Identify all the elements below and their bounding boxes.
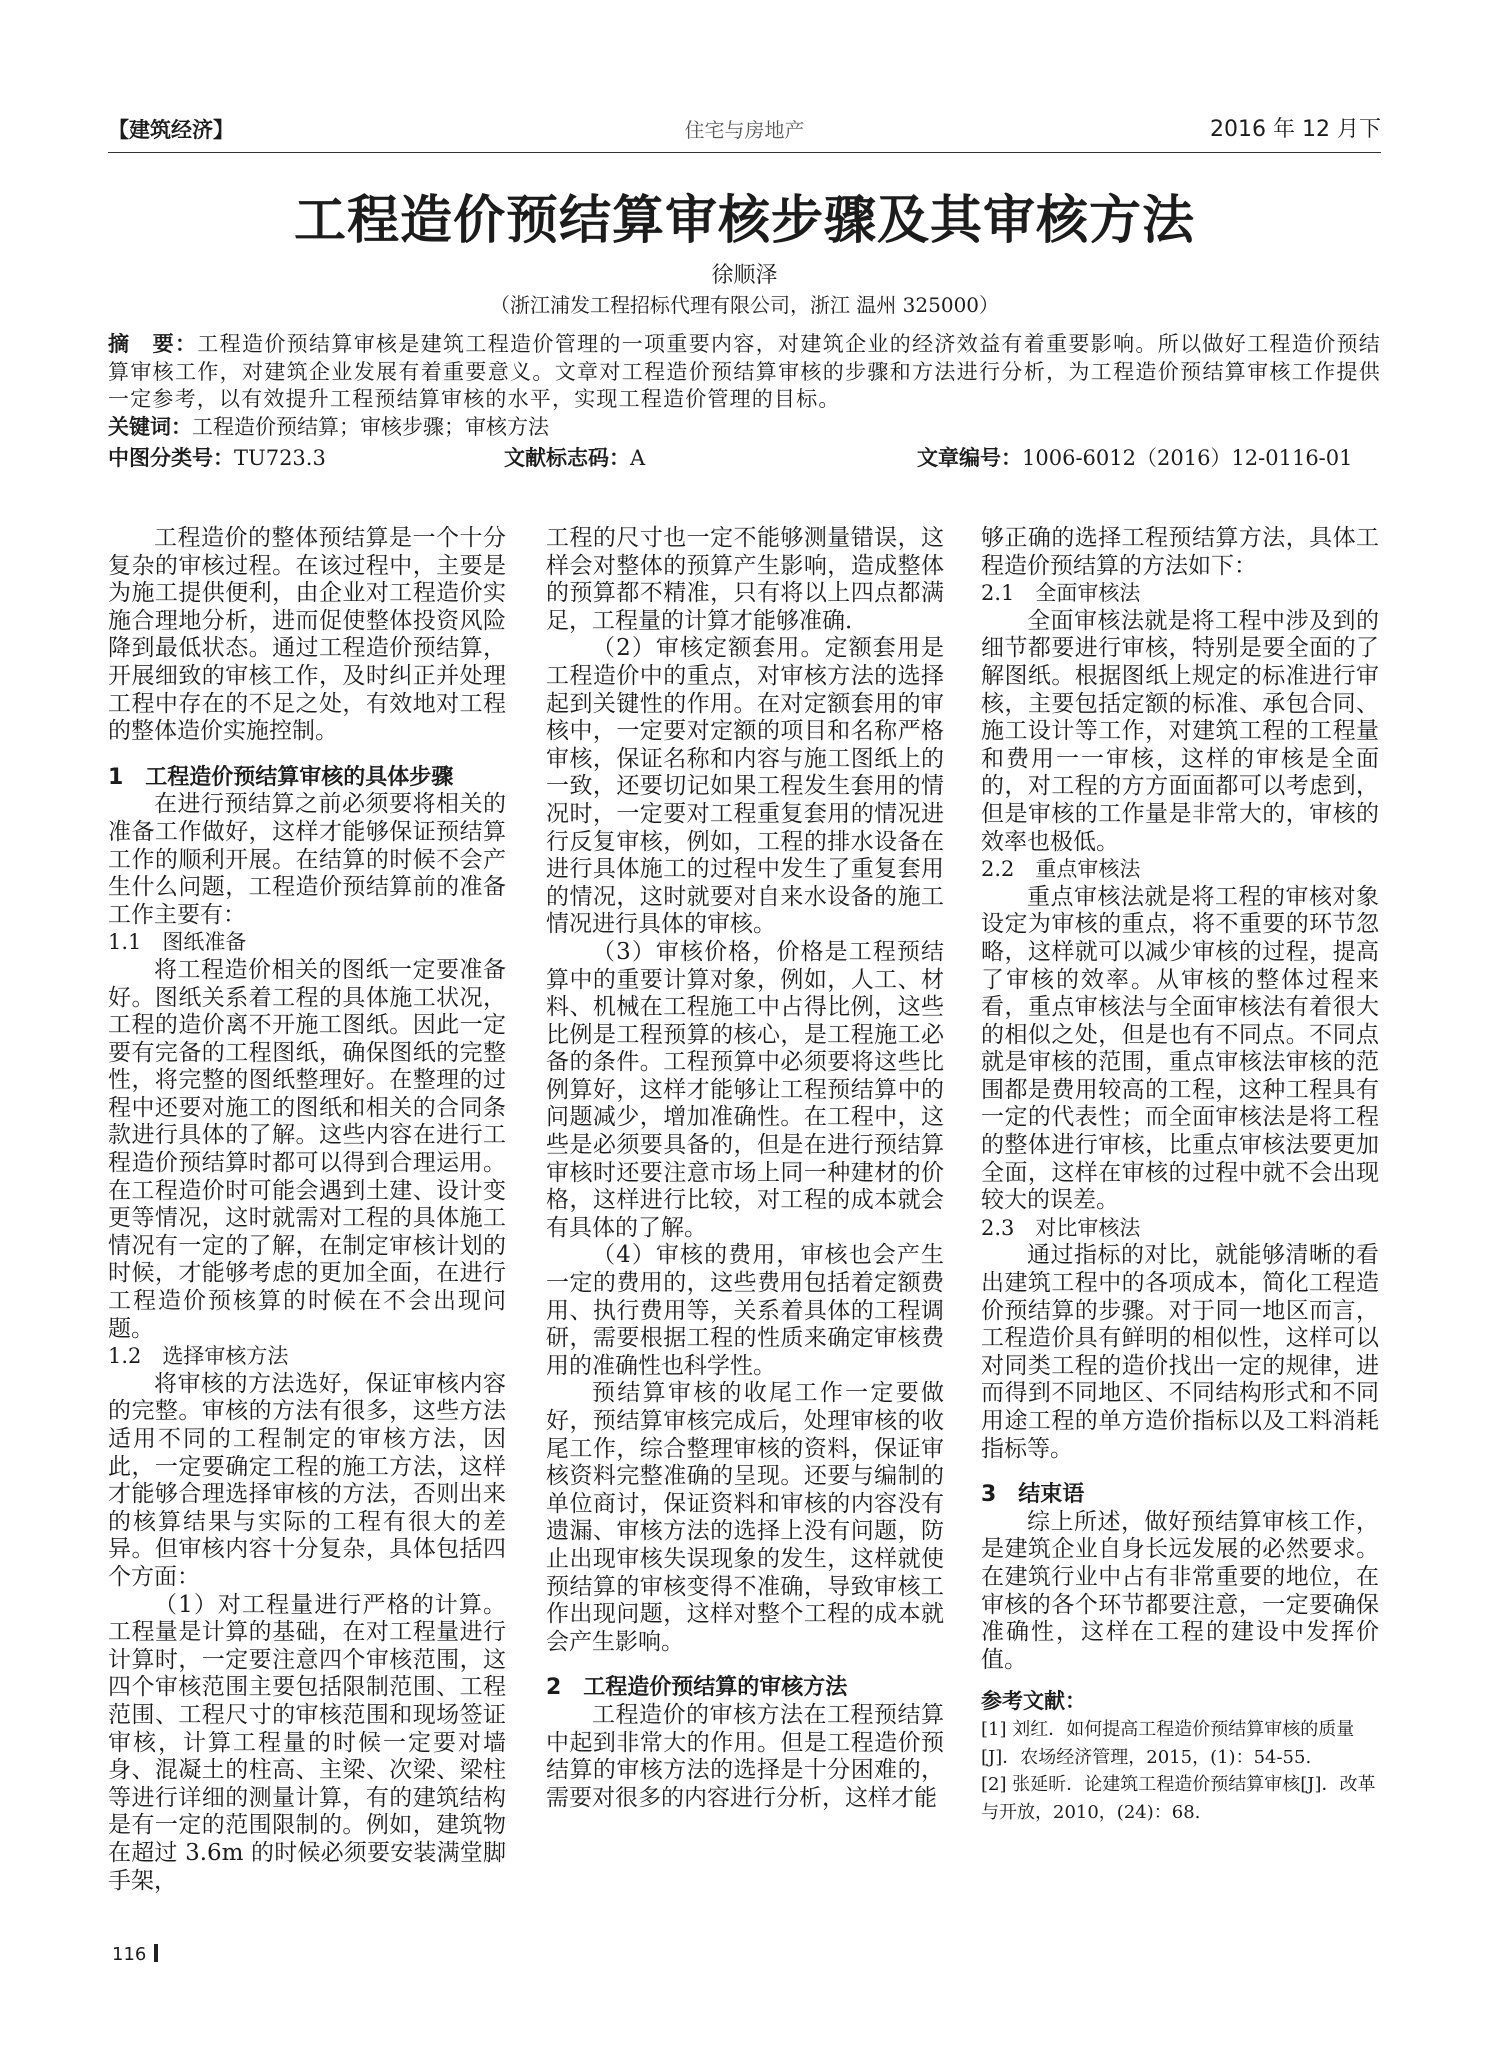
- running-header: [108, 112, 1381, 153]
- paragraph-intro: 工程造价的整体预结算是一个十分复杂的审核过程。在该过程中，主要是为施工提供便利，由企业对工程造价实施合理地分析，进而促使整体投资风险降到最低状态。通过工程造价预结算，开展细致的审核工作，及时纠正并处理工程中存在的不足之处，有效地对工程的整体造价实施控制。: [108, 525, 506, 745]
- keywords-text: 工程造价预结算；审核步骤；审核方法: [192, 415, 549, 439]
- paragraph: 通过指标的对比，就能够清晰的看出建筑工程中的各项成本，简化工程造价预结算的步骤。对于同一地区而言，工程造价具有鲜明的相似性，这样可以对同类工程的造价找出一定的规律，进而得到不同地区、不同结构形式和不同用途工程的单方造价指标以及工料消耗指标等。: [981, 1242, 1379, 1462]
- paragraph-continued: 工程的尺寸也一定不能够测量错误，这样会对整体的预算产生影响，造成整体的预算都不精准，只有将以上四点都满足，工程量的计算才能够准确．: [546, 525, 944, 634]
- abstract-label: 摘 要：: [108, 332, 198, 356]
- article-title: 工程造价预结算审核步骤及其审核方法: [293, 190, 1195, 251]
- keywords: [108, 413, 1381, 441]
- section-heading-1: 1 工程造价预结算审核的具体步骤: [108, 764, 454, 790]
- subsection-heading-2-2: 2.2 重点审核法: [981, 857, 1141, 882]
- header-section: 【建筑经济】: [108, 118, 234, 142]
- keywords-label: 关键词：: [108, 415, 192, 439]
- column-2: [546, 525, 944, 1812]
- reference-item: [1] 刘红．如何提高工程造价预结算审核的质量[J]．农场经济管理，2015，(1)：54-55.: [981, 1718, 1355, 1768]
- paragraph: 将工程造价相关的图纸一定要准备好。图纸关系着工程的具体施工状况，工程的造价离不开施工图纸。因此一定要有完备的工程图纸，确保图纸的完整性，将完整的图纸整理好。在整理的过程中还要对施工的图纸和相关的合同条款进行具体的了解。这些内容在进行工程造价预结算时都可以得到合理运用。在工程造价时可能会遇到土建、设计变更等情况，这时就需对工程的具体施工情况有一定的了解，在制定审核计划的时候，才能够考虑的更加全面，在进行工程造价预核算的时候在不会出现问题。: [108, 956, 506, 1342]
- clc-number: [108, 444, 326, 472]
- column-1: [108, 525, 506, 1895]
- references-heading: 参考文献：: [981, 1689, 1086, 1714]
- paragraph-continued: 够正确的选择工程预结算方法，具体工程造价预结算的方法如下：: [981, 525, 1379, 579]
- list-item: （4）审核的费用，审核也会产生一定的费用的，这些费用包括着定额费用、执行费用等，关系着具体的工程调研，需要根据工程的性质来确定审核费用的准确性也科学性。: [546, 1242, 944, 1379]
- section-heading-3: 3 结束语: [981, 1482, 1085, 1508]
- reference-item: [2] 张延昕．论建筑工程造价预结算审核[J]．改革与开放，2010，(24)：68.: [981, 1774, 1376, 1823]
- list-item: （3）审核价格，价格是工程预结算中的重要计算对象，例如，人工、材料、机械在工程施工中占得比例，这些比例是工程预算的核心，是工程施工必备的条件。工程预算中必须要将这些比例算好，这样才能够让工程预结算中的问题减少，增加准确性。在工程中，这些是必须要具备的，但是在进行预结算审核时还要注意市场上同一种建材的价格，这样进行比较，对工程的成本就会有具体的了解。: [546, 938, 944, 1241]
- page-number: [112, 1941, 158, 1969]
- document-code: [504, 444, 645, 472]
- article-number: [917, 444, 1353, 472]
- clc-value: TU723.3: [234, 446, 326, 470]
- page-separator: [154, 1944, 158, 1962]
- paragraph: 预结算审核的收尾工作一定要做好，预结算审核完成后，处理审核的收尾工作，综合整理审核的资料，保证审核资料完整准确的呈现。还要与编制的单位商讨，保证资料和审核的内容没有遗漏、审核方法的选择上没有问题，防止出现审核失误现象的发生，这样就使预结算的审核变得不准确，导致审核工作出现问题，这样对整个工程的成本就会产生影响。: [546, 1380, 944, 1655]
- header-issue: 2016 年 12 月下: [1210, 117, 1381, 142]
- subsection-heading-2-1: 2.1 全面审核法: [981, 581, 1141, 606]
- abstract-text: 工程造价预结算审核是建筑工程造价管理的一项重要内容，对建筑企业的经济效益有着重要影响。所以做好工程造价预结算审核工作，对建筑企业发展有着重要意义。文章对工程造价预结算审核的步骤和方法进行分析，为工程造价预结算审核工作提供一定参考，以有效提升工程预结算审核的水平，实现工程造价管理的目标。: [108, 332, 1381, 412]
- subsection-heading-1-2: 1.2 选择审核方法: [108, 1344, 289, 1369]
- paragraph: 工程造价的审核方法在工程预结算中起到非常大的作用。但是工程造价预结算的审核方法的选择是十分困难的，需要对很多的内容进行分析，这样才能: [546, 1701, 944, 1811]
- paragraph: 重点审核法就是将工程的审核对象设定为审核的重点，将不重要的环节忽略，这样就可以减少审核的过程，提高了审核的效率。从审核的整体过程来看，重点审核法与全面审核法有着很大的相似之处，但是也有不同点。不同点就是审核的范围，重点审核法审核的范围都是费用较高的工程，这种工程具有一定的代表性；而全面审核法是将工程的整体进行审核，比重点审核法要更加全面，这样在审核的过程中就不会出现较大的误差。: [981, 883, 1379, 1214]
- classification-row: [108, 444, 1381, 472]
- subsection-heading-2-3: 2.3 对比审核法: [981, 1215, 1141, 1240]
- paragraph: 全面审核法就是将工程中涉及到的细节都要进行审核，特别是要全面的了解图纸。根据图纸上规定的标准进行审核，主要包括定额的标准、承包合同、施工设计等工作，对建筑工程的工程量和费用一一审核，这样的审核是全面的，对工程的方方面面都可以考虑到，但是审核的工作量是非常大的，审核的效率也极低。: [981, 607, 1379, 855]
- doc-code-label: 文献标志码：: [504, 446, 630, 470]
- author: 徐顺泽: [711, 263, 778, 288]
- article-no-value: 1006-6012（2016）12-0116-01: [1022, 446, 1353, 470]
- doc-code-value: A: [630, 446, 646, 470]
- clc-label: 中图分类号：: [108, 446, 234, 470]
- list-item: （1）对工程量进行严格的计算。工程量是计算的基础，在对工程量进行计算时，一定要注意四个审核范围，这四个审核范围主要包括限制范围、工程范围、工程尺寸的审核范围和现场签证审核，计算工程量的时候一定要对墙身、混凝土的柱高、主梁、次梁、梁柱等进行详细的测量计算，有的建筑结构是有一定的范围限制的。例如，建筑物在超过 3.6m 的时候必须要安装满堂脚手架，: [108, 1591, 506, 1894]
- column-3: [981, 525, 1379, 1826]
- affiliation: （浙江浦发工程招标代理有限公司，浙江 温州 325000）: [489, 293, 1000, 317]
- section-heading-2: 2 工程造价预结算的审核方法: [546, 1675, 848, 1701]
- list-item: （2）审核定额套用。定额套用是工程造价中的重点，对审核方法的选择起到关键性的作用。在对定额套用的审核中，一定要对定额的项目和名称严格审核，保证名称和内容与施工图纸上的一致，还要切记如果工程发生套用的情况时，一定要对工程重复套用的情况进行反复审核，例如，工程的排水设备在进行具体施工的过程中发生了重复套用的情况，这时就要对自来水设备的施工情况进行具体的审核。: [546, 635, 944, 938]
- paragraph: 将审核的方法选好，保证审核内容的完整。审核的方法有很多，这些方法适用不同的工程制定的审核方法，因此，一定要确定工程的施工方法，这样才能够合理选择审核的方法，否则出来的核算结果与实际的工程有很大的差异。但审核内容十分复杂，具体包括四个方面：: [108, 1370, 506, 1590]
- article-no-label: 文章编号：: [917, 446, 1022, 470]
- page-number-text: 116: [112, 1944, 147, 1965]
- subsection-heading-1-1: 1.1 图纸准备: [108, 930, 247, 955]
- paragraph: 在进行预结算之前必须要将相关的准备工作做好，这样才能够保证预结算工作的顺利开展。在结算的时候不会产生什么问题，工程造价预结算前的准备工作主要有：: [108, 791, 506, 928]
- paragraph: 综上所述，做好预结算审核工作，是建筑企业自身长远发展的必然要求。在建筑行业中占有非常重要的地位，在审核的各个环节都要注意，一定要确保准确性，这样在工程的建设中发挥价值。: [981, 1508, 1379, 1673]
- header-journal: 住宅与房地产: [684, 118, 805, 142]
- abstract: [108, 331, 1381, 414]
